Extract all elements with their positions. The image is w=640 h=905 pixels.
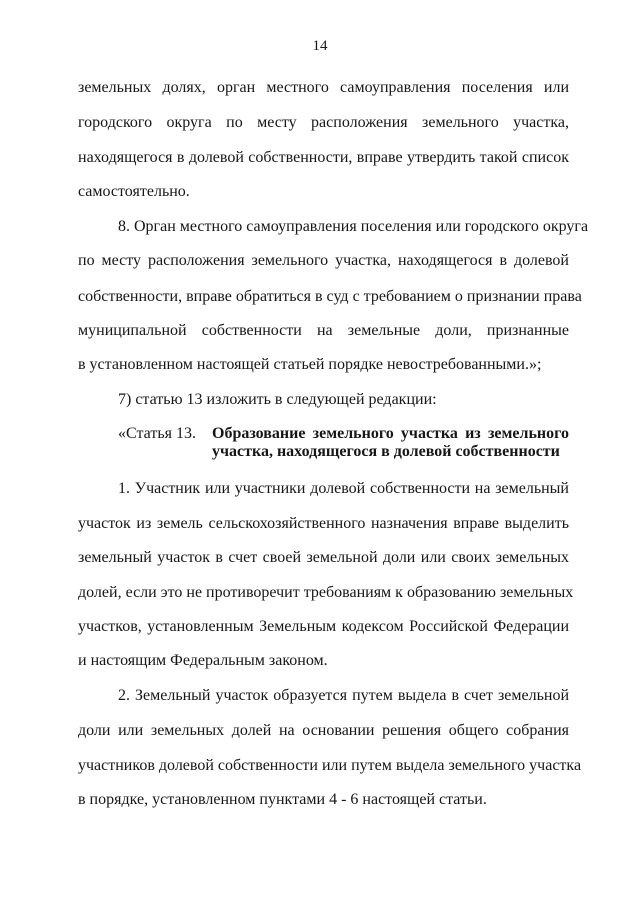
text-line: доли или земельных долей на основании решения общего собрания (78, 722, 569, 739)
text-line: долей, если это не противоречит требованиям к образованию земельных (78, 584, 574, 601)
text-line: находящегося в долевой собственности, вправе утвердить такой список (78, 149, 569, 166)
text-line: собственности, вправе обратиться в суд с требованием о признании права (78, 288, 582, 305)
text-line: в установленном настоящей статьей порядке невостребованными.»; (78, 356, 542, 373)
page-number: 14 (312, 38, 328, 54)
text-line: участников долевой собственности или путем выдела земельного участка (78, 757, 582, 774)
text-line: муниципальной собственности на земельные доли, признанные (78, 322, 569, 339)
text-line: и настоящим Федеральным законом. (78, 652, 328, 669)
paragraph-8-first-line: 8. Орган местного самоуправления поселения или городского округа (118, 218, 589, 235)
text-line: участок из земель сельскохозяйственного назначения вправе выделить (78, 515, 569, 532)
clause-2-first-line: 2. Земельный участок образуется путем выдела в счет земельной (118, 687, 569, 704)
article-title-line1: Образование земельного участка из земельного (212, 425, 569, 442)
text-line: участков, установленным Земельным кодексом Российской Федерации (78, 618, 569, 635)
text-line: городского округа по месту расположения земельного участка, (78, 114, 569, 131)
amendment-item-7: 7) статью 13 изложить в следующей редакции: (118, 391, 437, 408)
text-line: земельный участок в счет своей земельной доли или своих земельных (78, 549, 569, 566)
article-title-line2: участка, находящегося в долевой собственности (212, 443, 560, 460)
text-line: самостоятельно. (78, 183, 190, 200)
text-line: по месту расположения земельного участка, находящегося в долевой (78, 252, 569, 269)
text-line: земельных долях, орган местного самоуправления поселения или (78, 79, 569, 96)
article-label: «Статья 13. (118, 425, 196, 442)
clause-1-first-line: 1. Участник или участники долевой собственности на земельный (118, 480, 569, 497)
text-line: в порядке, установленном пунктами 4 - 6 настоящей статьи. (78, 791, 487, 808)
